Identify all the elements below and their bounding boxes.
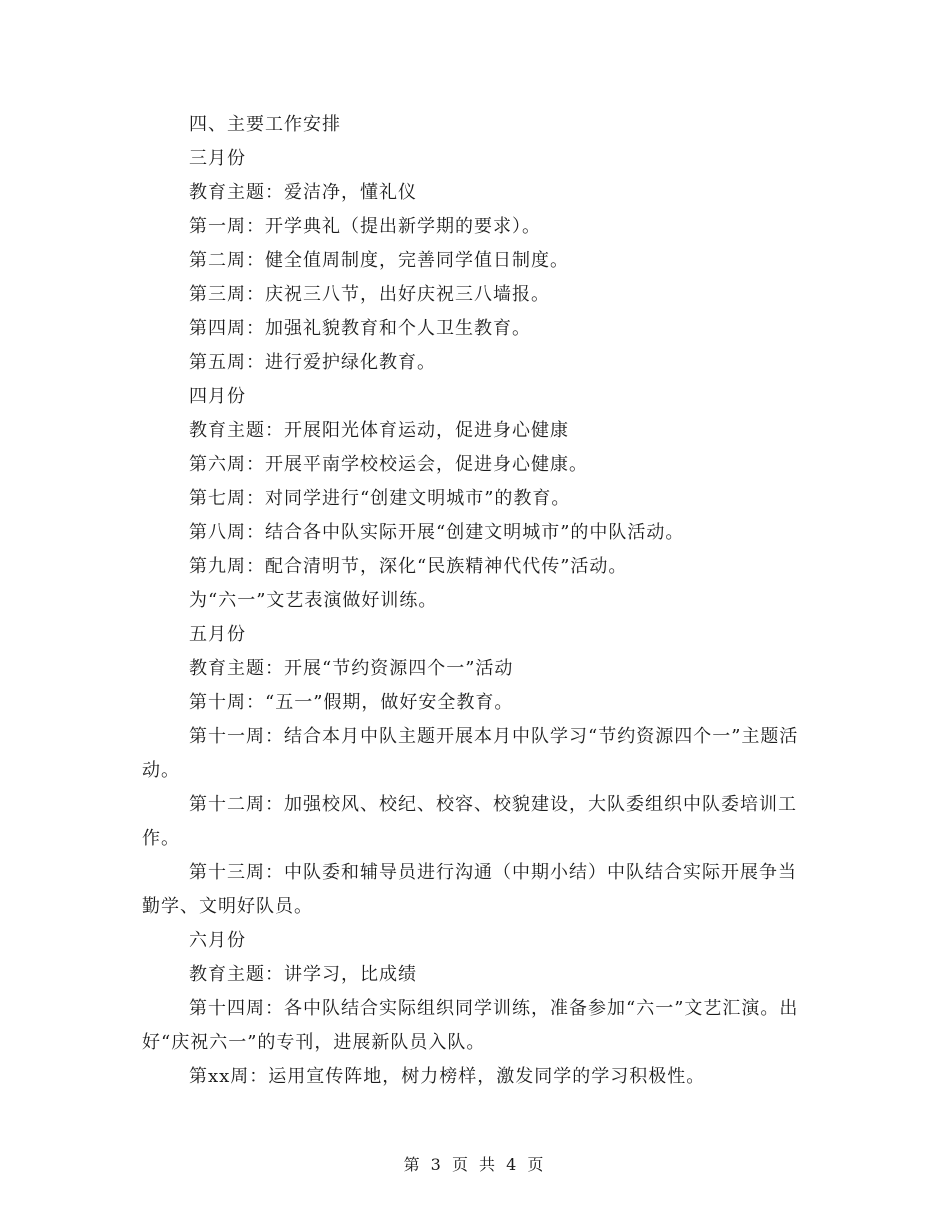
section-heading: 四、主要工作安排 bbox=[189, 114, 341, 135]
week-item: 第xx周：运用宣传阵地，树力榜样，激发同学的学习积极性。 bbox=[189, 1066, 706, 1087]
week-item: 第四周：加强礼貌教育和个人卫生教育。 bbox=[189, 318, 531, 339]
week-item: 第十三周：中队委和辅导员进行沟通（中期小结）中队结合实际开展争当勤学、文明好队员。 bbox=[142, 862, 797, 917]
week-item: 第六周：开展平南学校校运会，促进身心健康。 bbox=[189, 454, 588, 475]
week-item: 第七周：对同学进行“创建文明城市”的教育。 bbox=[189, 488, 571, 509]
week-item: 第十周：“五一”假期，做好安全教育。 bbox=[189, 692, 514, 713]
document-body bbox=[142, 108, 810, 1094]
month-heading-may: 五月份 bbox=[189, 624, 246, 645]
theme-april: 教育主题：开展阳光体育运动，促进身心健康 bbox=[189, 420, 569, 441]
week-item: 第二周：健全值周制度，完善同学值日制度。 bbox=[189, 250, 569, 271]
month-heading-june: 六月份 bbox=[189, 930, 246, 951]
week-item: 第五周：进行爱护绿化教育。 bbox=[189, 352, 436, 373]
theme-june: 教育主题：讲学习，比成绩 bbox=[189, 964, 417, 985]
note-item: 为“六一”文艺表演做好训练。 bbox=[189, 590, 438, 611]
week-item: 第一周：开学典礼（提出新学期的要求）。 bbox=[189, 216, 541, 237]
week-item: 第十二周：加强校风、校纪、校容、校貌建设，大队委组织中队委培训工作。 bbox=[142, 794, 797, 849]
week-item: 第九周：配合清明节，深化“民族精神代代传”活动。 bbox=[189, 556, 628, 577]
month-heading-april: 四月份 bbox=[189, 386, 246, 407]
week-item: 第三周：庆祝三八节，出好庆祝三八墙报。 bbox=[189, 284, 550, 305]
theme-march: 教育主题：爱洁净，懂礼仪 bbox=[189, 182, 417, 203]
week-item: 第十一周：结合本月中队主题开展本月中队学习“节约资源四个一”主题活动。 bbox=[142, 726, 799, 781]
week-item: 第八周：结合各中队实际开展“创建文明城市”的中队活动。 bbox=[189, 522, 685, 543]
page-number-footer: 第 3 页 共 4 页 bbox=[403, 1155, 547, 1174]
theme-may: 教育主题：开展“节约资源四个一”活动 bbox=[189, 658, 514, 679]
week-item: 第十四周：各中队结合实际组织同学训练，准备参加“六一”文艺汇演。出好“庆祝六一”的专刊，进展新队员入队。 bbox=[142, 998, 799, 1053]
month-heading-march: 三月份 bbox=[189, 148, 246, 169]
